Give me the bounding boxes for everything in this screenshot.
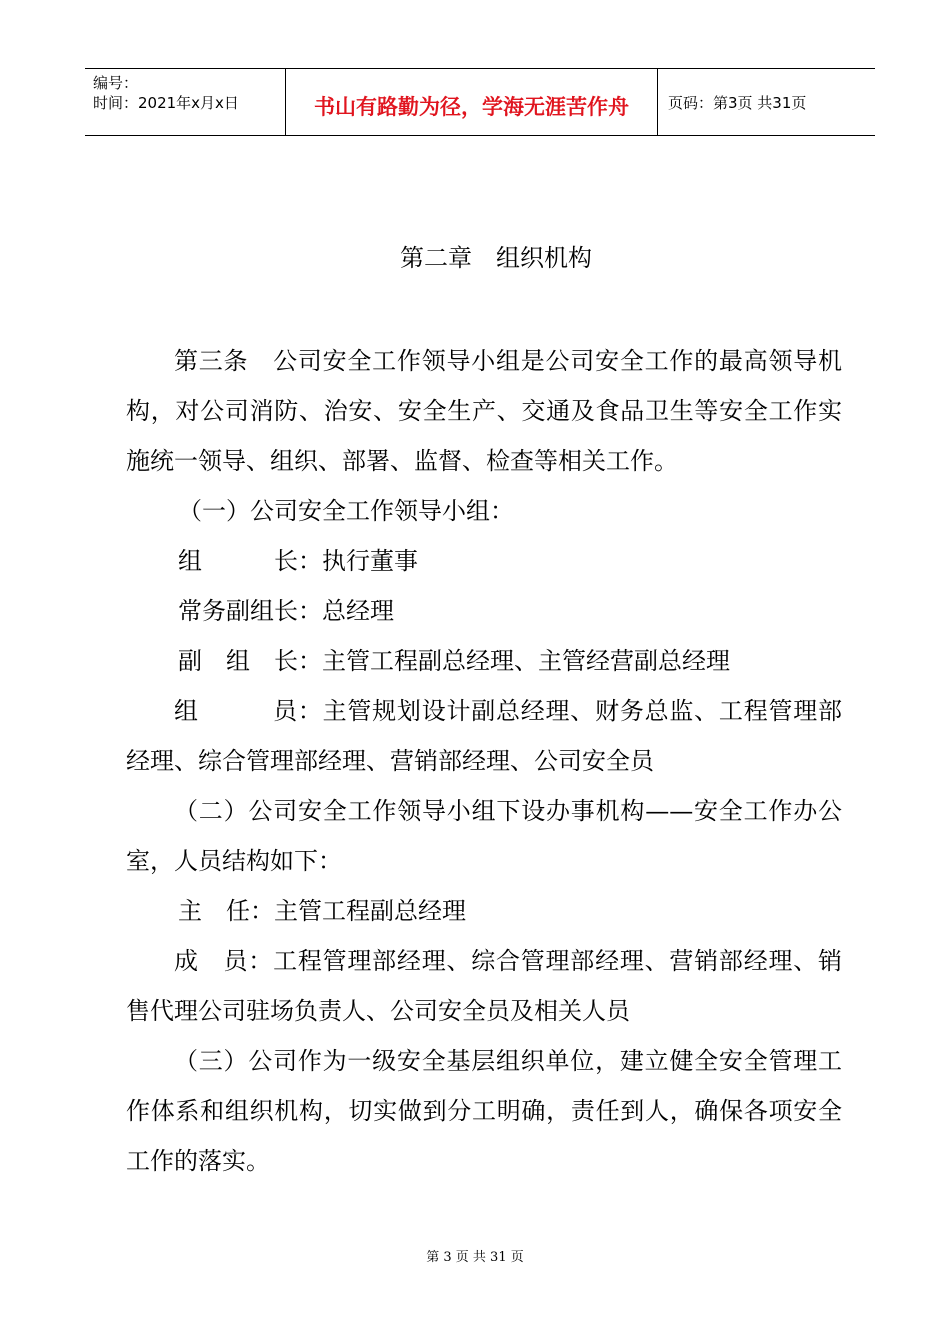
page-footer: 第 3 页 共 31 页 <box>426 1250 524 1265</box>
number-label: 编号： <box>93 74 139 92</box>
role-leader: 组 长：执行董事 <box>178 547 418 575</box>
header-meta <box>85 69 285 135</box>
paragraph-section-1: （一）公司安全工作领导小组： <box>178 497 514 525</box>
role-director: 主 任：主管工程副总经理 <box>178 897 466 925</box>
paragraph-article-3: 第三条 公司安全工作领导小组是公司安全工作的最高领导机构，对公司消防、治安、安全生产、交通及食品卫生等安全工作实施统一领导、组织、部署、监督、检查等相关工作。 <box>126 347 842 475</box>
page-header <box>85 68 875 136</box>
header-page-info: 页码：第3页 共31页 <box>668 93 807 112</box>
role-members: 组 员：主管规划设计副总经理、财务总监、工程管理部经理、综合管理部经理、营销部经理、公司安全员 <box>126 697 842 775</box>
role-executive-deputy: 常务副组长：总经理 <box>178 597 394 625</box>
chapter-title: 第二章 组织机构 <box>400 244 592 272</box>
role-deputy-leader: 副 组 长：主管工程副总经理、主管经营副总经理 <box>178 647 730 675</box>
time-label: 时间：2021年x月x日 <box>93 94 239 112</box>
header-motto: 书山有路勤为径，学海无涯苦作舟 <box>285 69 658 135</box>
paragraph-section-2: （二）公司安全工作领导小组下设办事机构——安全工作办公室，人员结构如下： <box>126 797 842 875</box>
role-office-members: 成 员：工程管理部经理、综合管理部经理、营销部经理、销售代理公司驻场负责人、公司安全员及相关人员 <box>126 947 842 1025</box>
document-body <box>126 336 842 1186</box>
paragraph-section-3: （三）公司作为一级安全基层组织单位，建立健全安全管理工作体系和组织机构，切实做到分工明确，责任到人，确保各项安全工作的落实。 <box>126 1047 842 1175</box>
